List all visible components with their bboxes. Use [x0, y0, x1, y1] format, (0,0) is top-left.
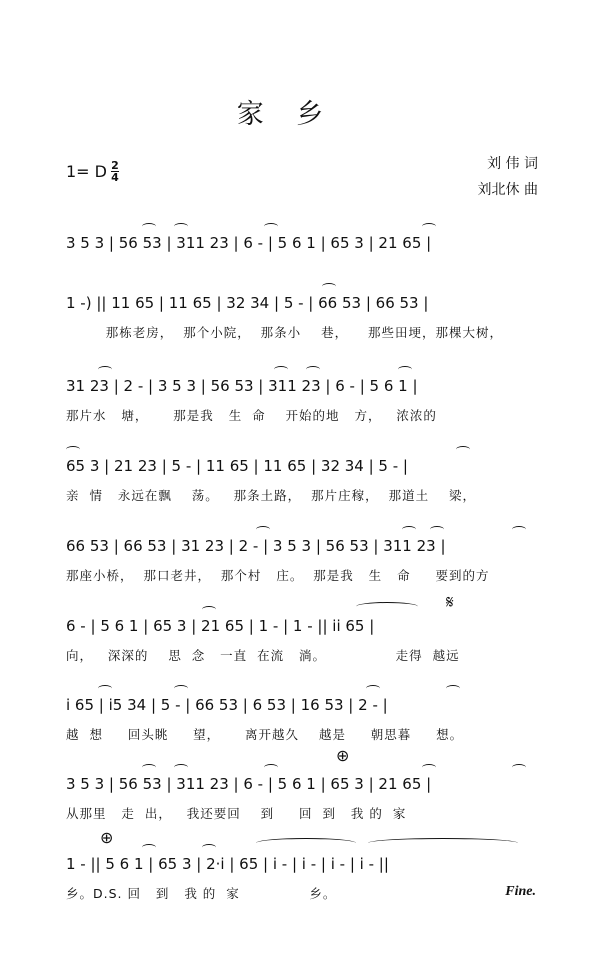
- notes-line: 31 23 | 2 - | 3 5 3 | 56 53 | 311 23 | 6 - | 5 6 1 |: [66, 377, 418, 395]
- staff-system-9: [66, 828, 536, 912]
- song-title: 家 乡: [236, 99, 336, 130]
- staff-system-4: [66, 454, 536, 514]
- staff-system-3: [66, 374, 536, 434]
- lyrics-line: 越 想 回头眺 望， 离开越久 越是 朝思暮 想。: [66, 727, 464, 742]
- coda-mark: ⊕: [336, 746, 350, 765]
- notes-line: 65 3 | 21 23 | 5 - | 11 65 | 11 65 | 32 34 | 5 - |: [66, 457, 408, 475]
- lyrics-line: 亲 情 永远在飘 荡。 那条土路， 那片庄稼， 那道土 梁，: [66, 488, 476, 503]
- key-label: 1= D: [66, 162, 107, 181]
- notes-line: 3 5 3 | 56 53 | 311 23 | 6 - | 5 6 1 | 65 3 | 21 65 |: [66, 234, 432, 252]
- notes-line: 3 5 3 | 56 53 | 311 23 | 6 - | 5 6 1 | 65 3 | 21 65 |: [66, 775, 432, 793]
- composer: 刘北休 曲: [477, 182, 538, 198]
- lyrics-line: 那片水 塘， 那是我 生 命 开始的地 方， 浓浓的: [66, 408, 437, 423]
- notes-line: 6 - | 5 6 1 | 65 3 | 21 65 | 1 - | 1 - || ii 65 |: [66, 617, 375, 635]
- notes-line: 1 - || 5 6 1 | 65 3 | 2·i | 65 | i - | i - | i - | i - ||: [66, 855, 389, 873]
- time-signature: [111, 160, 119, 183]
- staff-system-5: [66, 534, 536, 594]
- time-bottom: 4: [111, 171, 119, 184]
- key-signature: [66, 160, 119, 183]
- lyrics-line: 那座小桥， 那口老井， 那个村 庄。 那是我 生 命 要到的方: [66, 568, 490, 583]
- staff-system-6: [66, 592, 536, 674]
- time-top: 2: [111, 159, 119, 172]
- coda-mark-2: ⊕: [100, 828, 114, 847]
- credits: [478, 151, 538, 203]
- staff-system-8: [66, 746, 536, 832]
- fine-mark: Fine.: [505, 884, 536, 899]
- staff-system-7: [66, 693, 536, 753]
- staff-system-1: [66, 231, 536, 291]
- segno-mark: 𝄋: [446, 592, 454, 613]
- notes-line: 1 -) || 11 65 | 11 65 | 32 34 | 5 - | 66 53 | 66 53 |: [66, 294, 429, 312]
- lyrics-line: 向， 深深的 思 念 一直 在流 淌。 走得 越远: [66, 648, 460, 663]
- lyricist: 刘 伟 词: [487, 156, 538, 172]
- lyrics-line: 从那里 走 出， 我还要回 到 回 到 我 的 家: [66, 806, 407, 821]
- staff-system-2: [66, 291, 536, 351]
- notes-line: i 65 | i5 34 | 5 - | 66 53 | 6 53 | 16 53 | 2 - |: [66, 696, 388, 714]
- lyrics-line: 那栋老房， 那个小院， 那条小 巷， 那些田埂，那棵大树，: [66, 325, 503, 340]
- notes-line: 66 53 | 66 53 | 31 23 | 2 - | 3 5 3 | 56 53 | 311 23 |: [66, 537, 446, 555]
- lyrics-line: 乡。D.S. 回 到 我 的 家 乡。: [66, 886, 337, 901]
